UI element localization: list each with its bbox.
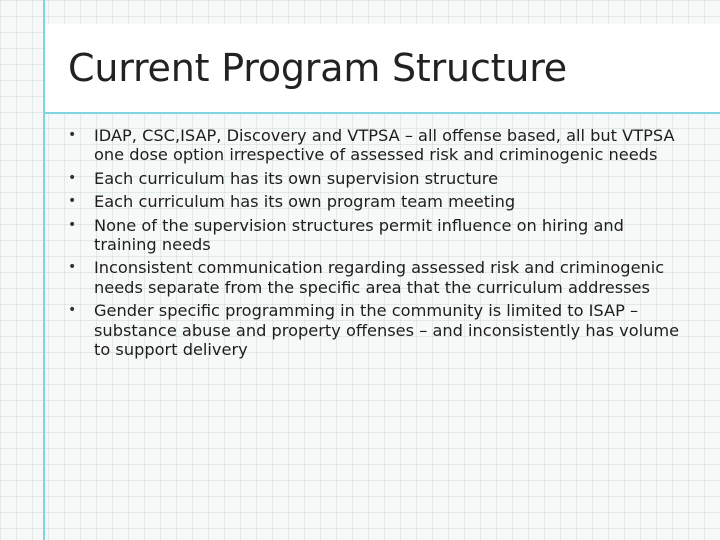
- bullet-dot-icon: •: [68, 127, 77, 143]
- bullet-text: None of the supervision structures permit influence on hiring and training needs: [94, 215, 624, 255]
- bullet-text: Each curriculum has its own supervision structure: [94, 168, 499, 188]
- slide-title: Current Program Structure: [68, 46, 567, 90]
- bullet-dot-icon: •: [68, 302, 77, 319]
- bullet-item: [68, 258, 688, 297]
- bullet-dot-icon: •: [68, 259, 77, 276]
- bullet-dot-icon: •: [68, 169, 77, 186]
- bullet-text: Inconsistent communication regarding assessed risk and criminogenic needs separate from the specific area that the curriculum addresses: [94, 258, 665, 297]
- bullet-item: [68, 192, 688, 211]
- bullet-dot-icon: •: [68, 216, 77, 233]
- bullet-item: [68, 301, 688, 359]
- bullet-list: [68, 126, 688, 363]
- bullet-text: Each curriculum has its own program team meeting: [94, 192, 516, 212]
- bullet-item: [68, 216, 688, 255]
- bullet-item: [68, 126, 688, 165]
- bullet-item: [68, 169, 688, 188]
- bullet-dot-icon: •: [68, 193, 77, 210]
- bullet-text: IDAP, CSC,ISAP, Discovery and VTPSA – all offense based, all but VTPSA one dose option irrespective of assessed risk and criminogenic needs: [94, 126, 675, 165]
- bullet-text: Gender specific programming in the community is limited to ISAP – substance abuse and property offenses – and inconsistently has volume to support delivery: [94, 301, 680, 360]
